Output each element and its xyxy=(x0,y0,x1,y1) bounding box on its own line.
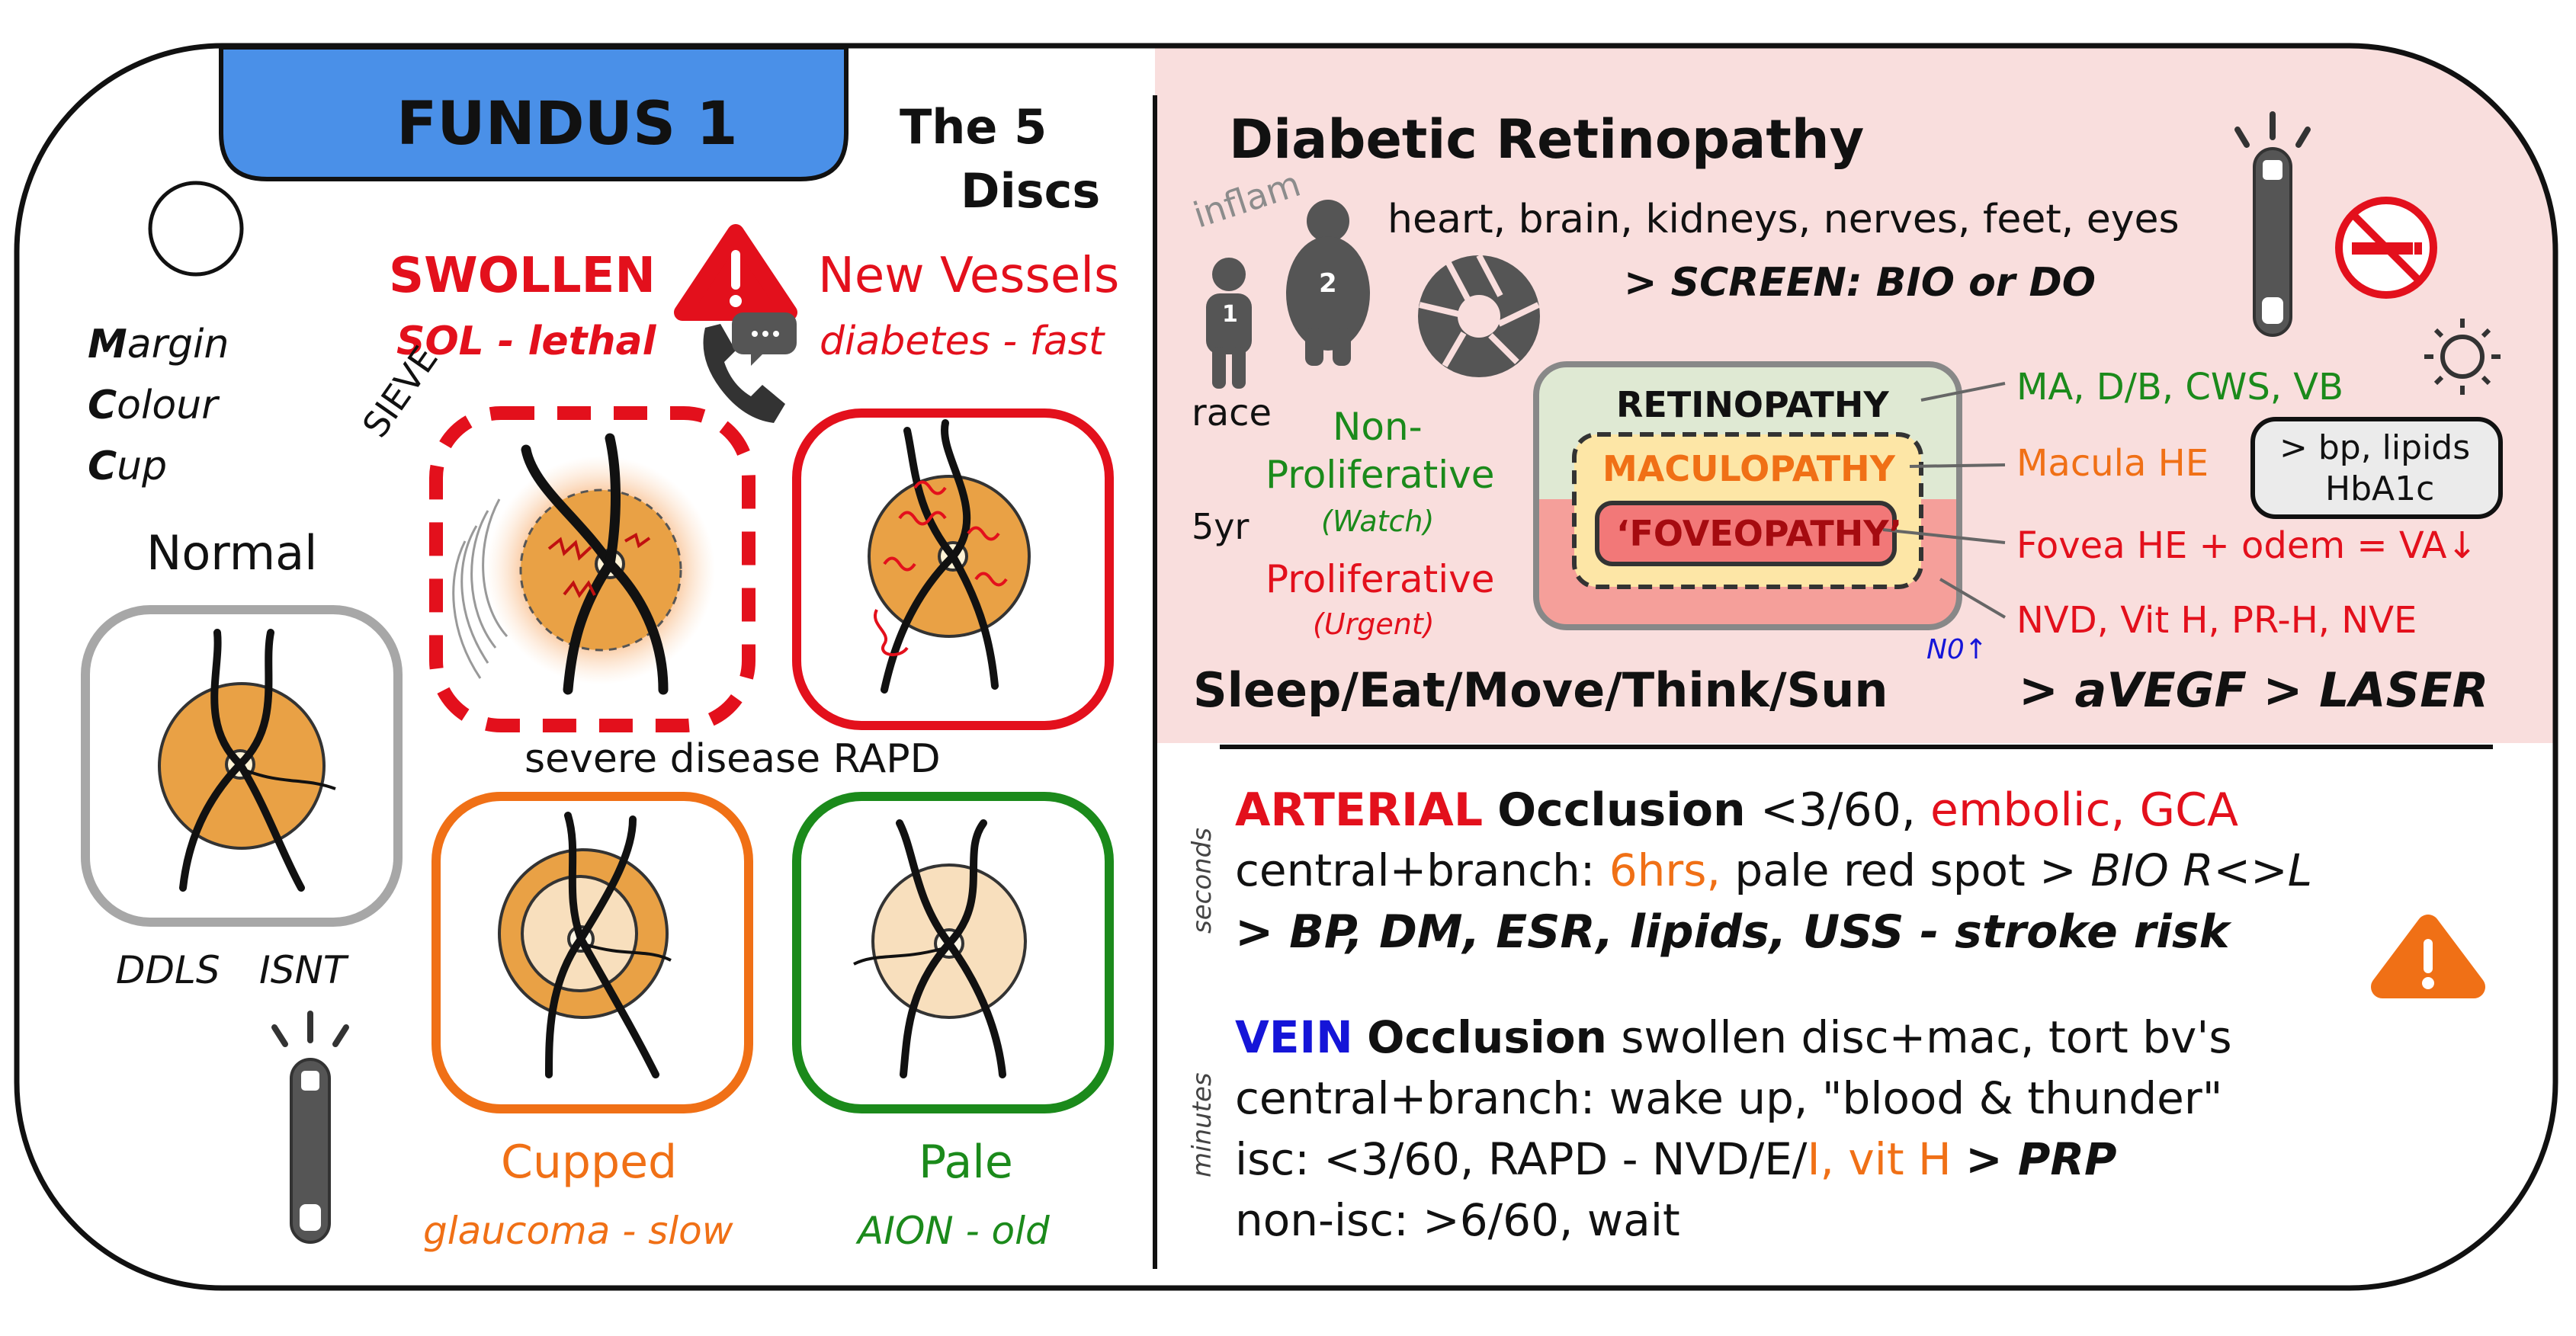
arterial-line2: central+branch: 6hrs, pale red spot > BIO R<>L xyxy=(1235,844,2313,896)
five-discs-title-line1: The 5 xyxy=(900,99,1047,155)
five-discs-title-line2: Discs xyxy=(961,163,1101,219)
sieve-label: SIEVE xyxy=(354,338,446,445)
pale-label: Pale xyxy=(919,1136,1013,1189)
mcc-margin: Margin xyxy=(88,322,229,367)
normal-disc-illustration xyxy=(85,610,398,922)
cupped-label: Cupped xyxy=(501,1136,678,1189)
maculopathy-layer-label: MACULOPATHY xyxy=(1602,448,1895,489)
mcc-colour: Colour xyxy=(88,383,218,428)
vein-line4: non-isc: >6/60, wait xyxy=(1235,1194,1680,1246)
screen-note: > SCREEN: BIO or DO xyxy=(1624,260,2096,306)
five-yr-label: 5yr xyxy=(1192,506,1250,547)
dr-title: Diabetic Retinopathy xyxy=(1229,108,1865,171)
person-1-number: 1 xyxy=(1222,301,1238,328)
fundus-title: FUNDUS 1 xyxy=(396,90,738,159)
arterial-line1: ARTERIAL Occlusion <3/60, embolic, GCA xyxy=(1235,783,2239,837)
bp-lipids-text: > bp, lipids xyxy=(2279,428,2471,467)
new-vessels-disc-illustration xyxy=(797,413,1109,726)
minutes-side-label: minutes xyxy=(1187,1072,1217,1177)
ddls-caption: DDLS xyxy=(116,948,220,992)
cupped-disc-illustration xyxy=(436,796,749,1109)
person-2-number: 2 xyxy=(1319,268,1337,299)
new-vessels-label: New Vessels xyxy=(818,248,1120,304)
swollen-sub: SOL - lethal xyxy=(396,319,656,364)
proliferative-note: NVD, Vit H, PR-H, NVE xyxy=(2016,599,2417,642)
cupped-sub: glaucoma - slow xyxy=(423,1209,733,1253)
non-proliferative-line1: Non- xyxy=(1333,405,1423,449)
retinopathy-note: MA, D/B, CWS, VB xyxy=(2016,366,2344,408)
swollen-label: SWOLLEN xyxy=(389,248,656,304)
severe-disease-caption: severe disease RAPD xyxy=(525,736,941,782)
pale-sub: AION - old xyxy=(858,1209,1050,1253)
foveopathy-layer-label: ‘FOVEOPATHY’ xyxy=(1616,513,1903,554)
race-label: race xyxy=(1192,392,1272,434)
lifestyle-line: Sleep/Eat/Move/Think/Sun xyxy=(1193,662,1888,718)
non-proliferative-line2: Proliferative xyxy=(1266,453,1495,497)
mcc-cup: Cup xyxy=(88,444,168,489)
vein-line2: central+branch: wake up, "blood & thunder" xyxy=(1235,1072,2223,1124)
isnt-caption: ISNT xyxy=(259,948,347,992)
vein-line1: VEIN Occlusion swollen disc+mac, tort bv's xyxy=(1235,1011,2232,1063)
watch-label: (Watch) xyxy=(1321,505,1435,538)
pale-disc-illustration xyxy=(797,796,1109,1109)
retinopathy-layer-label: RETINOPATHY xyxy=(1616,384,1889,425)
normal-label: Normal xyxy=(146,525,318,581)
seconds-side-label: seconds xyxy=(1187,828,1217,934)
hba1c-text: HbA1c xyxy=(2325,469,2435,508)
treatment-line: > aVEGF > LASER xyxy=(2019,662,2489,718)
urgent-label: (Urgent) xyxy=(1313,607,1435,641)
no-smoking-icon xyxy=(2339,200,2433,295)
arterial-line3: > BP, DM, ESR, lipids, USS - stroke risk xyxy=(1235,905,2230,959)
foveopathy-note: Fovea HE + odem = VA↓ xyxy=(2016,524,2478,567)
camera-shutter-icon xyxy=(1418,255,1540,377)
vein-line3: isc: <3/60, RAPD - NVD/E/I, vit H > PRP xyxy=(1235,1133,2117,1185)
inflam-label: inflam xyxy=(1188,162,1306,236)
proliferative-label: Proliferative xyxy=(1266,557,1495,601)
punch-hole xyxy=(150,183,242,274)
new-vessels-sub: diabetes - fast xyxy=(820,319,1105,364)
no-up-label: N0↑ xyxy=(1926,634,1987,665)
maculopathy-note: Macula HE xyxy=(2016,442,2209,485)
organs-list: heart, brain, kidneys, nerves, feet, eyes xyxy=(1387,197,2180,242)
